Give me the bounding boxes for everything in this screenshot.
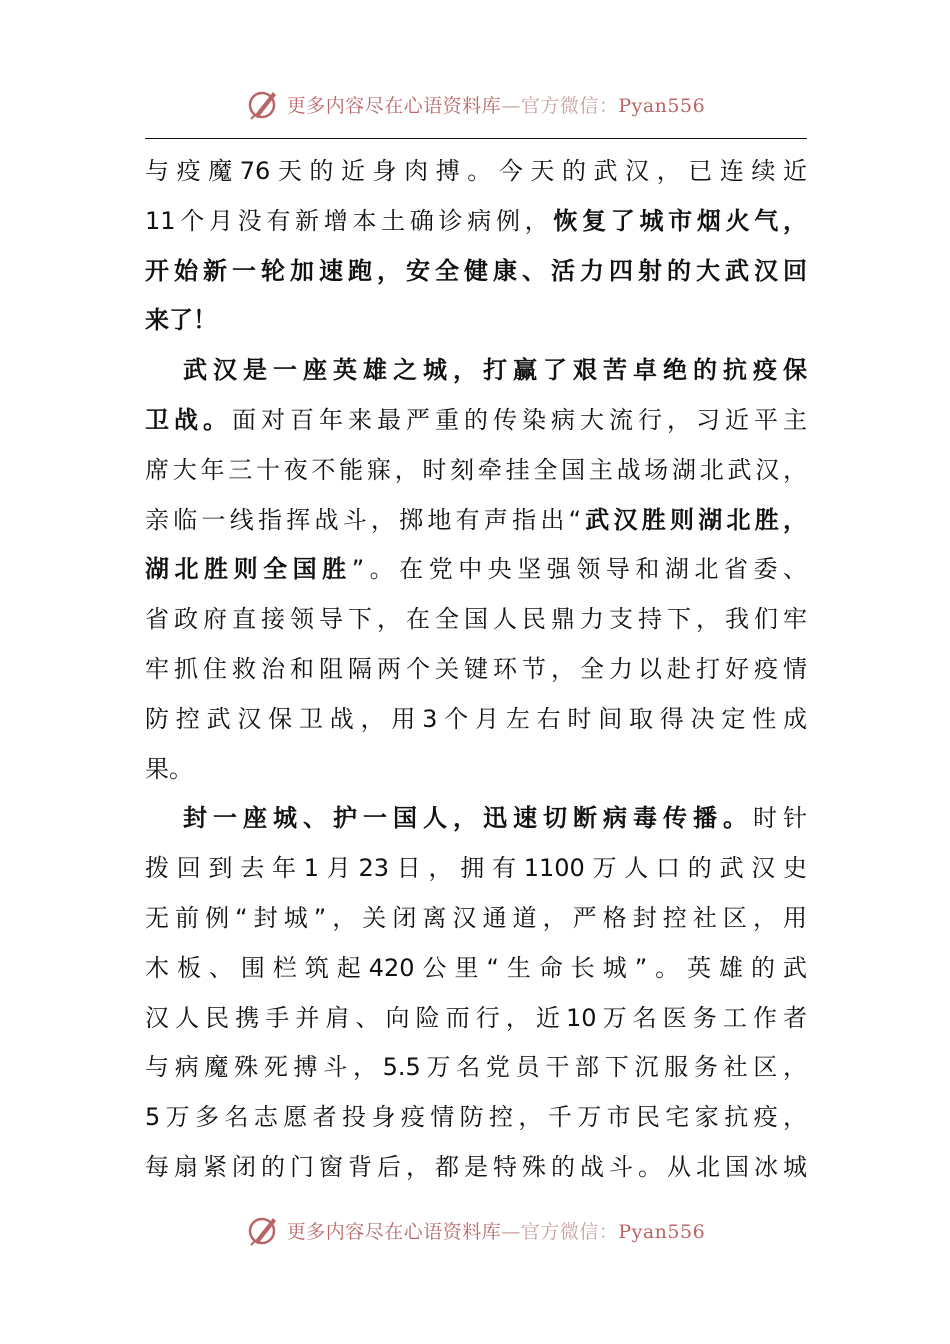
text-line <box>145 1143 807 1193</box>
banner-text: 更多内容尽在心语资料库—官方微信：Pyan556 <box>286 1220 706 1243</box>
text-segment: 每扇紧闭的门窗背后，都是特殊的战斗。从北国冰城 <box>145 1152 807 1181</box>
text-line <box>145 595 807 645</box>
text-segment: ”。在党中央坚强领导和湖北省委、 <box>351 555 807 584</box>
text-segment: 省政府直接领导下，在全国人民鼎力支持下，我们牢 <box>145 605 807 634</box>
text-line <box>145 396 807 446</box>
text-segment: 11个月没有新增本土确诊病例， <box>145 206 554 235</box>
text-line <box>145 695 807 745</box>
text-segment: 无前例“封城”，关闭离汉通道，严格封控社区，用 <box>145 903 807 932</box>
text-segment: 面对百年来最严重的传染病大流行，习近平主 <box>232 405 807 434</box>
text-line <box>145 944 807 994</box>
bold-text-segment: 卫战。 <box>145 405 232 434</box>
text-line <box>145 296 807 346</box>
text-line <box>145 1093 807 1143</box>
bold-text-segment: 武汉是一座英雄之城，打赢了艰苦卓绝的抗疫保 <box>183 356 807 385</box>
header-rule <box>145 138 807 139</box>
text-line <box>145 994 807 1044</box>
text-segment: 木板、围栏筑起420公里“生命长城”。英雄的武 <box>145 953 807 982</box>
text-line <box>145 247 807 297</box>
text-line <box>145 1043 807 1093</box>
bold-text-segment: 武汉胜则湖北胜， <box>581 505 807 534</box>
text-line <box>145 346 807 396</box>
text-line <box>145 197 807 247</box>
bold-text-segment: 恢复了城市烟火气， <box>553 206 807 235</box>
text-segment: 牢抓住救治和阻隔两个关键环节，全力以赴打好疫情 <box>145 654 807 683</box>
text-segment: 席大年三十夜不能寐，时刻牵挂全国主战场湖北武汉， <box>145 455 807 484</box>
text-line <box>145 545 807 595</box>
text-line <box>145 745 807 795</box>
text-segment: 与病魔殊死搏斗，5.5万名党员干部下沉服务社区， <box>145 1053 807 1082</box>
bold-text-segment: 开始新一轮加速跑，安全健康、活力四射的大武汉回 <box>145 256 807 285</box>
header-banner <box>0 82 950 126</box>
bold-text-segment: 来了！ <box>145 306 217 335</box>
text-line <box>145 446 807 496</box>
text-line <box>145 147 807 197</box>
text-segment: 与疫魔76天的近身肉搏。今天的武汉，已连续近 <box>145 157 807 185</box>
bold-text-segment: 封一座城、护一国人，迅速切断病毒传播。 <box>183 804 753 833</box>
text-segment: 亲临一线指挥战斗，掷地有声指出“ <box>145 505 582 534</box>
text-line <box>145 844 807 894</box>
text-segment: 拨回到去年1月23日，拥有1100万人口的武汉史 <box>145 854 807 883</box>
quill-pen-logo-icon <box>245 1212 281 1248</box>
banner-text: 更多内容尽在心语资料库—官方微信：Pyan556 <box>286 94 706 117</box>
quill-pen-logo-icon <box>245 86 281 122</box>
text-segment: 时针 <box>753 804 807 833</box>
text-segment: 汉人民携手并肩、向险而行，近10万名医务工作者 <box>145 1003 807 1032</box>
footer-banner <box>0 1208 950 1252</box>
text-segment: 果。 <box>145 754 193 783</box>
text-line <box>145 794 807 844</box>
text-segment: 防控武汉保卫战，用3个月左右时间取得决定性成 <box>145 704 807 733</box>
text-line <box>145 645 807 695</box>
bold-text-segment: 湖北胜则全国胜 <box>145 555 352 584</box>
article-body <box>145 147 807 1193</box>
text-line <box>145 894 807 944</box>
text-line <box>145 496 807 546</box>
text-segment: 5万多名志愿者投身疫情防控，千万市民宅家抗疫， <box>145 1103 807 1132</box>
